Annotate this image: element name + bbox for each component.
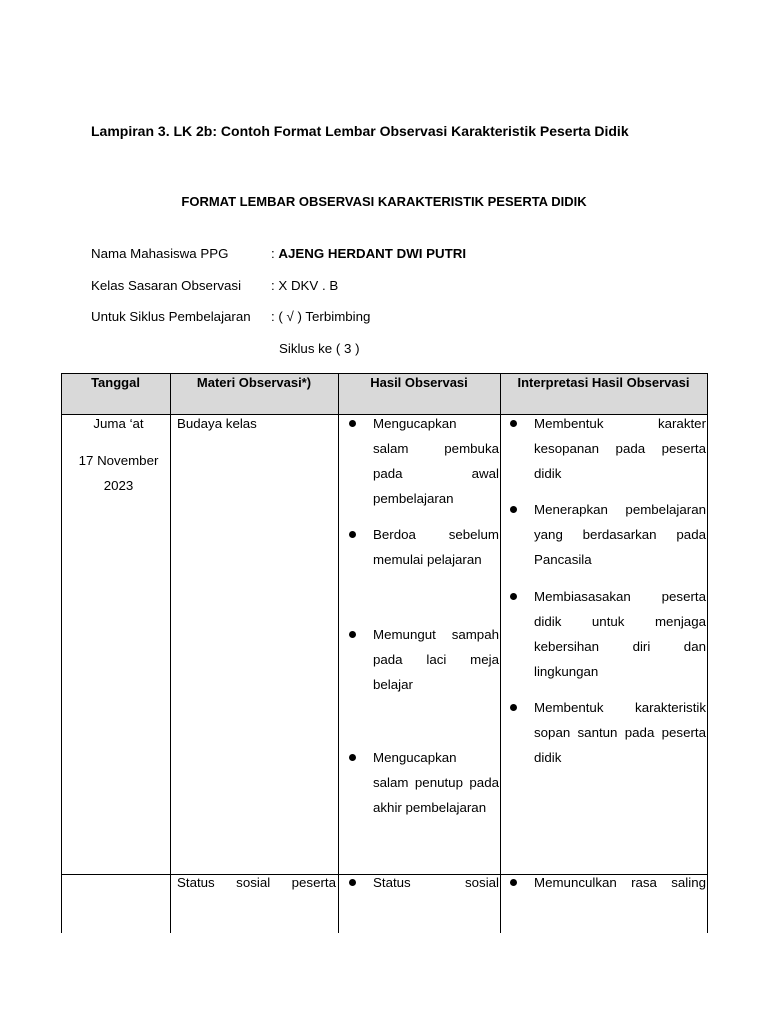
bullet-icon — [349, 754, 356, 761]
nama-value-wrap — [271, 246, 466, 261]
header-tanggal: Tanggal — [91, 375, 140, 390]
bullet-icon — [510, 420, 517, 427]
format-title: FORMAT LEMBAR OBSERVASI KARAKTERISTIK PESERTA DIDIK — [181, 194, 587, 209]
bullet-icon — [510, 506, 517, 513]
kelas-value: : X DKV . B — [271, 278, 339, 293]
col-divider-2 — [338, 373, 339, 933]
interp-3-line-1: Membiasasakan peserta — [534, 589, 706, 604]
bullet-icon — [349, 531, 356, 538]
hasil-row2-line-1: Status sosial — [373, 875, 499, 890]
hasil-4-line-1: Mengucapkan — [373, 750, 457, 765]
interp-4-line-2: sopan santun pada peserta — [534, 725, 706, 740]
interp-3-line-4: lingkungan — [534, 664, 599, 679]
interp-1-line-3: didik — [534, 466, 562, 481]
col-divider-3 — [500, 373, 501, 933]
interp-1-line-2: kesopanan pada peserta — [534, 441, 706, 456]
bullet-icon — [349, 631, 356, 638]
siklus-value: : ( √ ) Terbimbing — [271, 309, 371, 324]
hasil-4-line-2: salam penutup pada — [373, 775, 499, 790]
bullet-icon — [510, 879, 517, 886]
bullet-icon — [349, 879, 356, 886]
header-materi: Materi Observasi*) — [196, 375, 312, 390]
hasil-3-line-2: pada laci meja — [373, 652, 499, 667]
tanggal-date-line1: 17 November — [78, 453, 159, 468]
interp-3-line-2: didik untuk menjaga — [534, 614, 706, 629]
observation-table — [61, 373, 708, 933]
hasil-1-line-2: salam pembuka — [373, 441, 499, 456]
interp-1-line-1: Membentuk karakter — [534, 416, 706, 431]
bullet-icon — [510, 593, 517, 600]
hasil-2-line-2: memulai pelajaran — [373, 552, 482, 567]
interp-row2-line-1: Memunculkan rasa saling — [534, 875, 706, 890]
col-border-right — [707, 373, 708, 933]
header-interpretasi: Interpretasi Hasil Observasi — [517, 375, 690, 390]
hasil-4-line-3: akhir pembelajaran — [373, 800, 487, 815]
kelas-label: Kelas Sasaran Observasi — [91, 278, 242, 293]
interp-3-line-3: kebersihan diri dan — [534, 639, 706, 654]
tanggal-day: Juma ‘at — [93, 416, 144, 431]
bullet-icon — [510, 704, 517, 711]
hasil-3-line-1: Memungut sampah — [373, 627, 499, 642]
nama-value: AJENG HERDANT DWI PUTRI — [278, 246, 467, 261]
interp-4-line-1: Membentuk karakteristik — [534, 700, 706, 715]
interp-4-line-3: didik — [534, 750, 562, 765]
tanggal-date-line2: 2023 — [103, 478, 134, 493]
siklus-ke: Siklus ke ( 3 ) — [279, 341, 360, 356]
materi-status-sosial: Status sosial peserta — [177, 875, 336, 890]
nama-separator: : — [271, 246, 279, 261]
lampiran-title: Lampiran 3. LK 2b: Contoh Format Lembar Observasi Karakteristik Peserta Didik — [91, 123, 629, 139]
interp-2-line-1: Menerapkan pembelajaran — [534, 502, 706, 517]
siklus-label: Untuk Siklus Pembelajaran — [91, 309, 251, 324]
bullet-icon — [349, 420, 356, 427]
materi-budaya-kelas: Budaya kelas — [177, 416, 257, 431]
hasil-1-line-4: pembelajaran — [373, 491, 454, 506]
hasil-1-line-3: pada awal — [373, 466, 499, 481]
interp-2-line-2: yang berdasarkan pada — [534, 527, 706, 542]
header-hasil: Hasil Observasi — [370, 375, 468, 390]
hasil-1-line-1: Mengucapkan — [373, 416, 457, 431]
hasil-2-line-1: Berdoa sebelum — [373, 527, 499, 542]
nama-label: Nama Mahasiswa PPG — [91, 246, 229, 261]
hasil-3-line-3: belajar — [373, 677, 413, 692]
interp-2-line-3: Pancasila — [534, 552, 592, 567]
